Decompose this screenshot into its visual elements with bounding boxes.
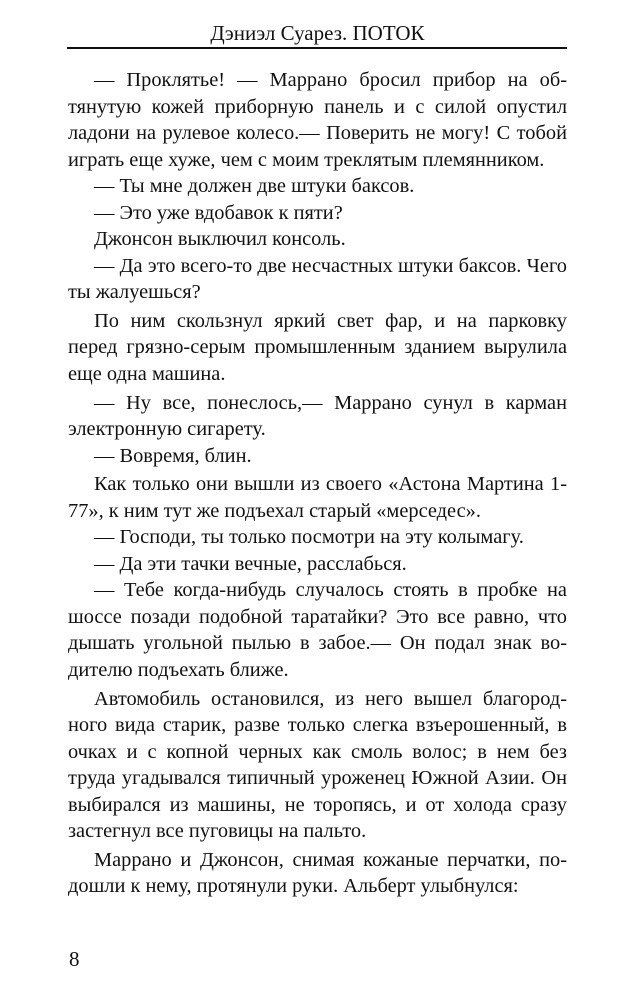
paragraph: — Ну все, понеслось,— Маррано сунул в карман электронную сигарету. xyxy=(68,391,567,441)
paragraph: — Да это всего-то две несчастных штуки баксов. Чего ты жалуешься? xyxy=(68,254,567,304)
paragraph: По ним скользнул яркий свет фар, и на парковку перед грязно-серым промышленным зданием вырулила еще одна машина. xyxy=(68,309,567,386)
paragraph: — Ты мне должен две штуки баксов. xyxy=(94,175,415,198)
paragraph: — Вовремя, блин. xyxy=(94,444,252,467)
paragraph: — Проклятье! — Маррано бросил прибор на обтянутую кожей приборную панель и с силой опустил ладони на рулевое колесо.— Поверить не могу! С тобой играть еще хуже, чем с моим треклятым племянником. xyxy=(68,69,567,171)
paragraph: Автомобиль остановился, из него вышел благородного вида старик, разве только слегка взъерошенный, в очках и с копной черных как смоль волос; в нем без труда угадывался типичный уроженец Южной Азии. Он выбирался из машины, не торопясь, и от холода сразу застегнул все пуговицы на пальто. xyxy=(68,687,567,843)
paragraph: — Это уже вдобавок к пяти? xyxy=(94,201,343,224)
paragraph: — Тебе когда-нибудь случалось стоять в пробке на шоссе позади подобной таратайки? Это все равно, что дышать угольной пылью в забое.— Он подал знак водителю подъехать ближе. xyxy=(68,579,567,682)
paragraph: Джонсон выключил консоль. xyxy=(94,228,346,251)
paragraph: — Господи, ты только посмотри на эту колымагу. xyxy=(94,526,524,549)
body-text xyxy=(68,67,567,900)
paragraph: — Да эти тачки вечные, расслабься. xyxy=(94,552,407,575)
running-head: Дэниэл Суарез. ПОТОК xyxy=(210,21,425,45)
page-number: 8 xyxy=(69,947,80,971)
paragraph: Как только они вышли из своего «Астона Мартина 1-77», к ним тут же подъехал старый «мерседес». xyxy=(68,473,567,522)
paragraph: Маррано и Джонсон, снимая кожаные перчатки, подошли к нему, протянули руки. Альберт улыбнулся: xyxy=(68,848,567,898)
header-rule-divider xyxy=(67,47,567,49)
